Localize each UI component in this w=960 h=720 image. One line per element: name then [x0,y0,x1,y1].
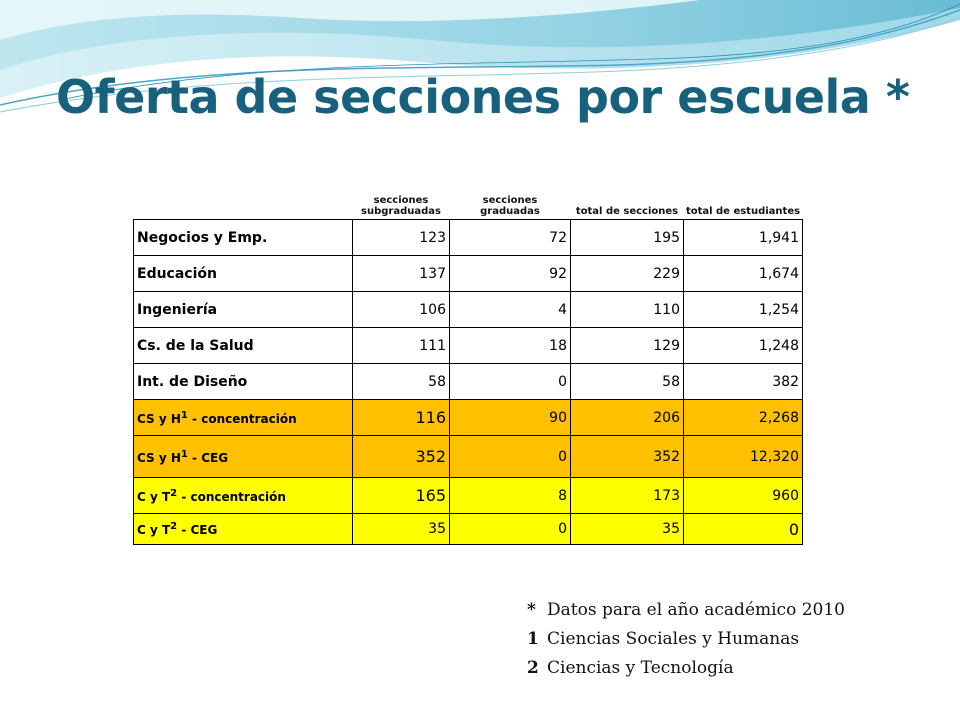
cell-total-sections: 110 [571,292,684,328]
cell-grad: 0 [450,514,571,545]
row-label [134,436,353,478]
cell-total-sections: 129 [571,328,684,364]
footnote-text: Ciencias Sociales y Humanas [547,629,800,649]
footnote-marker: 1 [180,409,188,421]
cell-undergrad: 58 [353,364,450,400]
cell-grad: 18 [450,328,571,364]
cell-total-students [684,514,803,545]
cell-total-students: 12,320 [684,436,803,478]
footnote-item [527,654,845,683]
footnote-marker: 2 [170,521,178,532]
cell-value: 352 [415,447,446,466]
table-row [134,364,803,400]
cell-undergrad: 137 [353,256,450,292]
row-label-text: CS y H [137,450,181,465]
header-grad-sections: secciones graduadas [450,188,571,220]
footnote-symbol: 1 [527,629,539,649]
cell-total-students: 2,268 [684,400,803,436]
cell-grad: 0 [450,436,571,478]
row-label: Educación [134,256,353,292]
table-row [134,436,803,478]
cell-undergrad: 106 [353,292,450,328]
table-row [134,220,803,256]
row-label-suffix: - concentración [187,411,297,426]
cell-total-students: 1,254 [684,292,803,328]
row-label: Ingeniería [134,292,353,328]
row-label: Negocios y Emp. [134,220,353,256]
table-row [134,514,803,545]
cell-total-sections: 229 [571,256,684,292]
table-header-row [134,188,803,220]
header-total-students: total de estudiantes [684,188,803,220]
footnote-marker: 1 [180,448,188,460]
row-label [134,514,353,545]
header-undergrad-sections: secciones subgraduadas [353,188,450,220]
footnote-item [527,596,845,625]
cell-total-sections: 352 [571,436,684,478]
footnote-text: Ciencias y Tecnología [547,658,734,678]
row-label: Cs. de la Salud [134,328,353,364]
cell-total-sections: 206 [571,400,684,436]
slide-title: Oferta de secciones por escuela * [56,70,910,124]
cell-value: 165 [415,486,446,505]
cell-undergrad [353,400,450,436]
header-blank [134,188,353,220]
row-label: Int. de Diseño [134,364,353,400]
row-label-suffix: - concentración [177,489,286,504]
row-label [134,400,353,436]
row-label-text: CS y H [137,411,181,426]
cell-value: 116 [415,408,446,427]
cell-grad: 90 [450,400,571,436]
row-label-suffix: - CEG [177,523,218,537]
school-sections-table [133,188,803,545]
cell-undergrad [353,436,450,478]
cell-total-sections: 58 [571,364,684,400]
table-row [134,328,803,364]
cell-total-students: 1,674 [684,256,803,292]
cell-grad: 4 [450,292,571,328]
cell-grad: 8 [450,478,571,514]
footnote-item [527,625,845,654]
row-label-suffix: - CEG [187,450,229,465]
table-row [134,256,803,292]
cell-total-sections: 35 [571,514,684,545]
footnote-symbol: * [527,600,536,620]
cell-total-sections: 195 [571,220,684,256]
table-row [134,292,803,328]
table-row [134,400,803,436]
header-total-sections: total de secciones [571,188,684,220]
cell-total-students: 960 [684,478,803,514]
cell-value: 0 [788,519,799,539]
footnotes [527,596,845,683]
footnote-symbol: 2 [527,658,539,678]
cell-undergrad: 123 [353,220,450,256]
footnote-marker: 2 [170,487,178,499]
footnote-text: Datos para el año académico 2010 [547,600,845,620]
cell-total-students: 382 [684,364,803,400]
row-label [134,478,353,514]
cell-grad: 0 [450,364,571,400]
table-row [134,478,803,514]
cell-undergrad: 111 [353,328,450,364]
cell-grad: 72 [450,220,571,256]
cell-total-students: 1,941 [684,220,803,256]
cell-total-students: 1,248 [684,328,803,364]
row-label-text: C y T [137,523,171,537]
row-label-text: C y T [137,489,171,504]
cell-undergrad [353,478,450,514]
cell-grad: 92 [450,256,571,292]
cell-undergrad: 35 [353,514,450,545]
cell-total-sections: 173 [571,478,684,514]
